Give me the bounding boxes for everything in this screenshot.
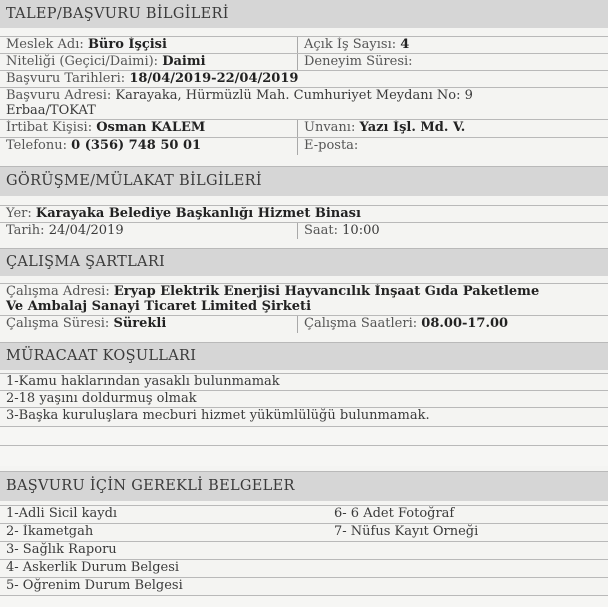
calisma-saatleri-cell: [298, 316, 608, 333]
telefon-cell: [0, 138, 298, 155]
section-title: TALEP/BAŞVURU BİLGİLERİ: [6, 5, 229, 22]
deneyim-label: Deneyim Süresi:: [304, 54, 413, 69]
muracaat-item-text: 3-Başka kuruluşlara mecburi hizmet yükümlülüğü bulunmamak.: [6, 408, 430, 423]
basvuru-tarih-value: 18/04/2019-22/04/2019: [129, 71, 299, 86]
calisma-adres-value-2: Ve Ambalaj Sanayi Ticaret Limited Şirketi: [6, 299, 312, 314]
section-title: GÖRÜŞME/MÜLAKAT BİLGİLERİ: [6, 173, 262, 189]
niteligi-cell: [0, 54, 298, 70]
muracaat-item-text: 2-18 yaşını doldurmuş olmak: [6, 391, 197, 406]
deneyim-cell: [298, 54, 608, 70]
empty-row: [0, 445, 608, 466]
section-header-calisma: [0, 248, 608, 276]
calisma-suresi-label: Çalışma Süresi:: [6, 316, 110, 331]
calisma-suresi-value: Sürekli: [113, 316, 167, 331]
meslek-value: Büro İşçisi: [87, 37, 167, 52]
row-irtibat: [0, 119, 608, 137]
meslek-label: Meslek Adı:: [6, 37, 84, 52]
muracaat-item: [0, 373, 608, 390]
gorusme-tarih-cell: [0, 223, 298, 239]
row-niteligi: [0, 53, 608, 70]
telefon-value: 0 (356) 748 50 01: [71, 138, 202, 153]
belge-item: 3- Sağlık Raporu: [6, 542, 117, 557]
belge-item: 2- İkametgah: [6, 524, 94, 539]
belge-item: 4- Askerlik Durum Belgesi: [6, 560, 180, 575]
section-header-muracaat: [0, 342, 608, 370]
row-yer: [0, 205, 608, 222]
saat-value: 10:00: [342, 223, 380, 238]
gorusme-tarih-label: Tarih:: [6, 223, 45, 238]
belge-item: 6- 6 Adet Fotoğraf: [334, 506, 455, 521]
meslek-cell: [0, 37, 298, 53]
niteligi-value: Daimi: [162, 54, 206, 69]
row-basvuru-adresi: [0, 87, 608, 119]
belge-item: 5- Öğrenim Durum Belgesi: [6, 578, 183, 593]
muracaat-item: [0, 407, 608, 426]
belge-row: [0, 505, 608, 523]
unvan-label: Unvanı:: [304, 120, 356, 135]
belge-row: [0, 523, 608, 541]
row-telefon: [0, 137, 608, 155]
belge-row: [0, 559, 608, 577]
muracaat-item: [0, 390, 608, 407]
section-title: ÇALIŞMA ŞARTLARI: [6, 254, 166, 270]
telefon-label: Telefonu:: [6, 138, 67, 153]
belge-item: 1-Adli Sicil kaydı: [6, 506, 118, 521]
basvuru-adres-value-1: Karayaka, Hürmüzlü Mah. Cumhuriyet Meydanı No: 9: [115, 88, 473, 103]
calisma-saatleri-label: Çalışma Saatleri:: [304, 316, 418, 331]
basvuru-adres-value-2: Erbaa/TOKAT: [6, 103, 96, 118]
row-meslek: [0, 36, 608, 53]
belge-row: [0, 577, 608, 595]
muracaat-item-text: 1-Kamu haklarından yasaklı bulunmamak: [6, 374, 280, 389]
empty-row: [0, 426, 608, 445]
eposta-label: E-posta:: [304, 138, 359, 153]
row-calisma-adresi: [0, 283, 608, 315]
basvuru-tarih-label: Başvuru Tarihleri:: [6, 71, 126, 86]
section-header-talep: [0, 0, 608, 28]
acik-is-value: 4: [400, 37, 410, 52]
section-title: MÜRACAAT KOŞULLARI: [6, 348, 197, 364]
section-header-belgeler: [0, 471, 608, 501]
saat-label: Saat:: [304, 223, 339, 238]
belge-row: [0, 541, 608, 559]
irtibat-cell: [0, 120, 298, 137]
calisma-adres-value-1: Eryap Elektrik Enerjisi Hayvancılık İnşaat Gıda Paketleme: [113, 284, 540, 299]
saat-cell: [298, 223, 608, 239]
row-calisma-suresi: [0, 315, 608, 333]
gorusme-tarih-value: 24/04/2019: [48, 223, 124, 238]
unvan-cell: [298, 120, 608, 137]
yer-value: Karayaka Belediye Başkanlığı Hizmet Binası: [35, 206, 361, 221]
unvan-value: Yazı İşl. Md. V.: [359, 120, 466, 135]
empty-row: [0, 595, 608, 607]
acik-is-cell: [298, 37, 608, 53]
calisma-saatleri-value: 08.00-17.00: [421, 316, 509, 331]
yer-label: Yer:: [6, 206, 32, 221]
calisma-suresi-cell: [0, 316, 298, 333]
acik-is-label: Açık İş Sayısı:: [304, 37, 397, 52]
section-header-gorusme: [0, 166, 608, 196]
irtibat-value: Osman KALEM: [96, 120, 206, 135]
calisma-adres-label: Çalışma Adresi:: [6, 284, 110, 299]
row-basvuru-tarihleri: [0, 70, 608, 87]
irtibat-label: İrtibat Kişisi:: [6, 120, 93, 135]
niteligi-label: Niteliği (Geçici/Daimi):: [6, 54, 159, 69]
basvuru-adres-label: Başvuru Adresi:: [6, 88, 112, 103]
belge-item: 7- Nüfus Kayıt Örneği: [334, 524, 479, 539]
section-title: BAŞVURU İÇİN GEREKLİ BELGELER: [6, 478, 295, 494]
eposta-cell: [298, 138, 608, 155]
row-gorusme-tarih: [0, 222, 608, 239]
